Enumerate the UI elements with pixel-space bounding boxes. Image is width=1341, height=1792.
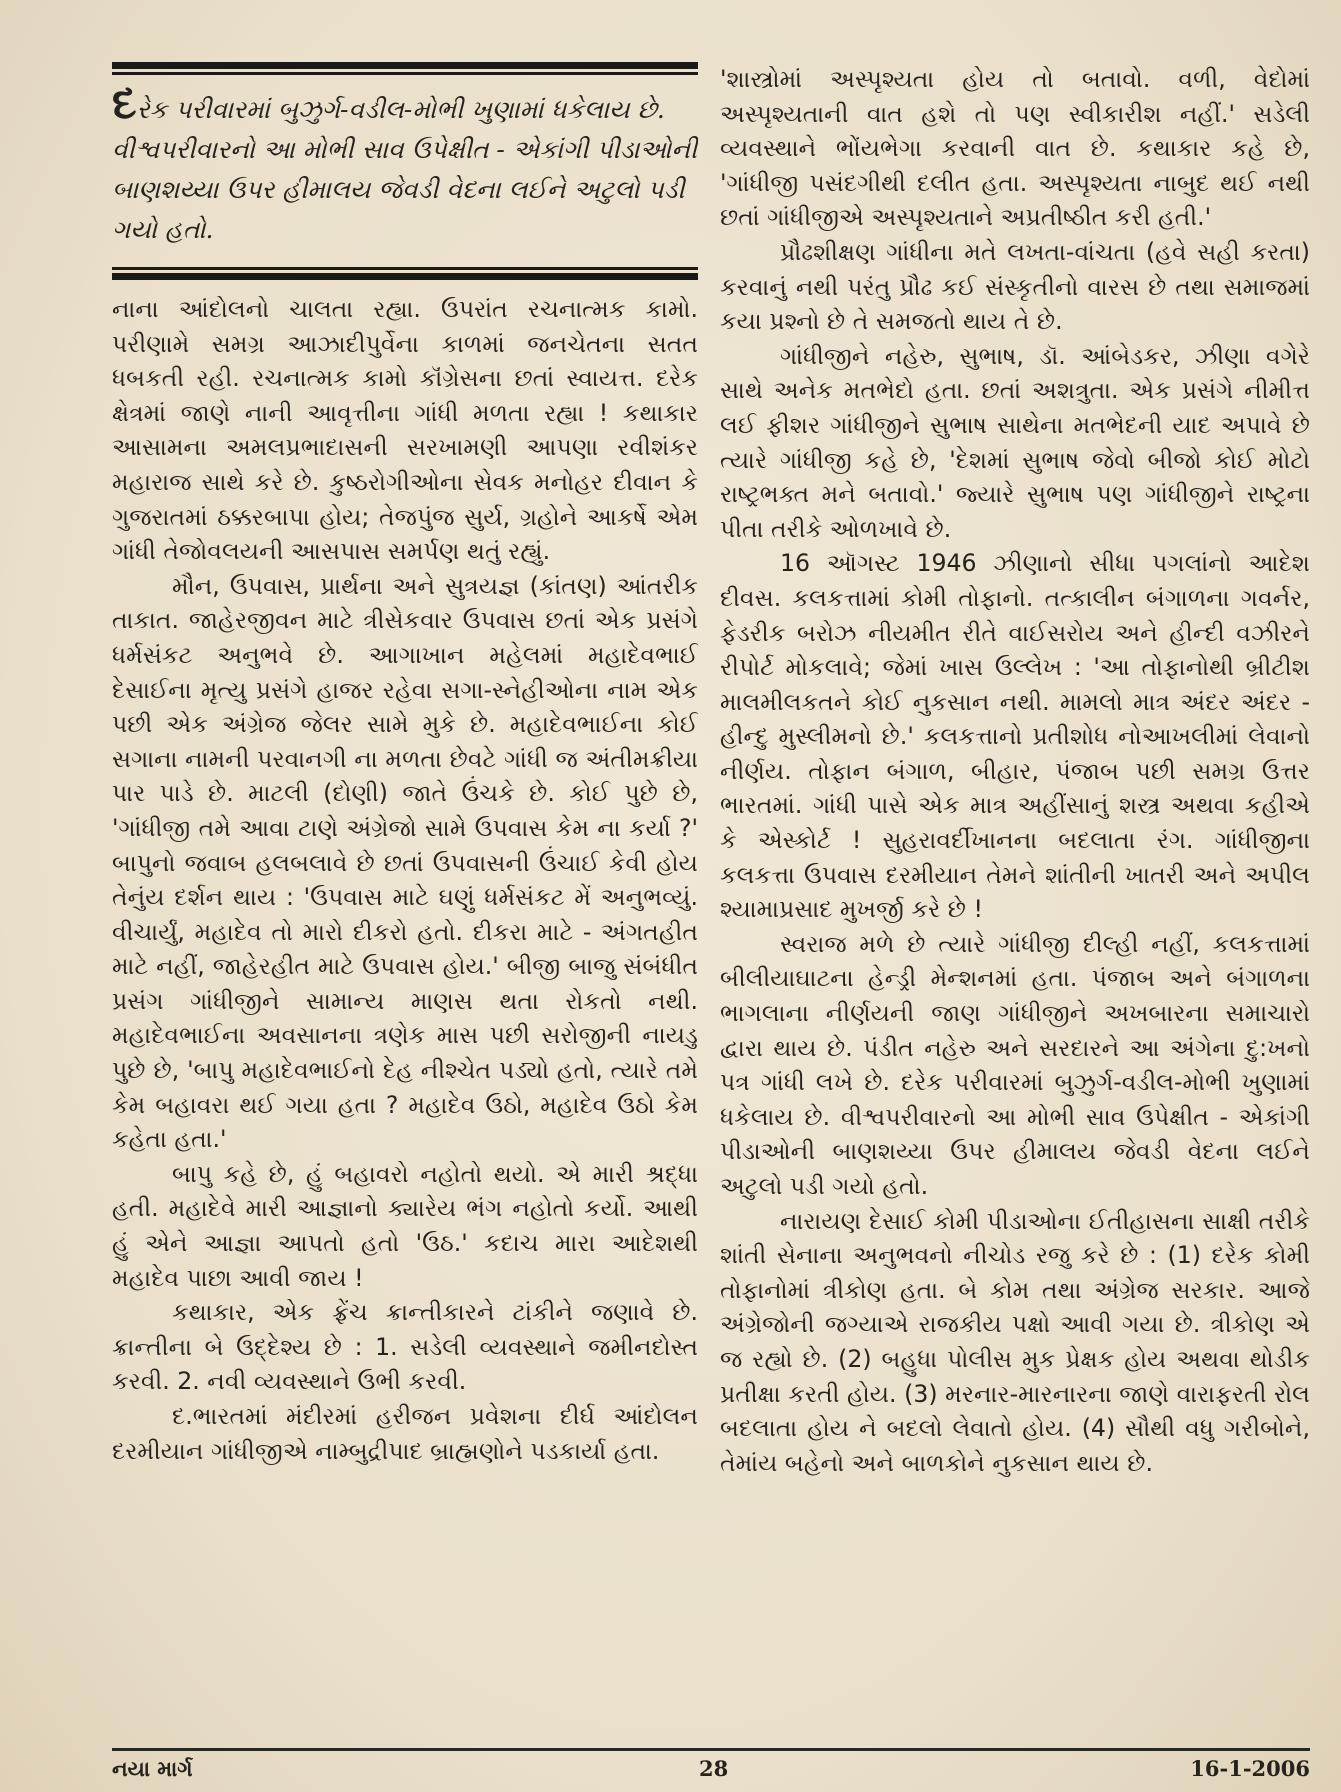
left-column (112, 62, 698, 1468)
footer-rule (112, 1748, 1310, 1751)
page-number: 28 (699, 1756, 729, 1781)
right-column (720, 62, 1310, 1480)
pullquote-bottom-rule-thin (112, 267, 698, 270)
paragraph: પ્રૌઢશીક્ષણ ગાંધીના મતે લખતા-વાંચતા (હવે સહી કરતા) કરવાનું નથી પરંતુ પ્રૌઢ કઈ સંસ્કૃતીનો વારસ છે તથા સમાજમાં કયા પ્રશ્નો છે તે સમજતો થાય તે છે. (720, 237, 1310, 336)
paragraph: સ્વરાજ મળે છે ત્યારે ગાંધીજી દીલ્હી નહીં, કલકત્તામાં બીલીયાઘાટના હેન્ડ્રી મેન્શનમાં હતા. પંજાબ અને બંગાળના ભાગલાના નીર્ણયની જાણ ગાંધીજીને અખબારના સમાચારો દ્વારા થાય છે. પંડીત નહેરુ અને સરદારને આ અંગેના દુ:ખનો પત્ર ગાંધી લખે છે. દરેક પરીવારમાં બુઝુર્ગ-વડીલ-મોભી ખુણામાં ધકેલાય છે. વીશ્વપરીવારનો આ મોભી સાવ ઉપેક્ષીત - એકાંગી પીડાઓની બાણશય્યા ઉપર હીમાલય જેવડી વેદના લઈને અટુલો પડી ગયો હતો. (720, 929, 1310, 1200)
paragraph: ગાંધીજીને નહેરુ, સુભાષ, ડૉ. આંબેડકર, ઝીણા વગેરે સાથે અનેક મતભેદો હતા. છતાં અશત્રુતા. એક પ્રસંગે નીમીત્ત લઈ ફીશર ગાંધીજીને સુભાષ સાથેના મતભેદની યાદ અપાવે છે ત્યારે ગાંધીજી કહે છે, 'દેશમાં સુભાષ જેવો બીજો કોઈ મોટો રાષ્ટ્રભક્ત મને બતાવો.' જ્યારે સુભાષ પણ ગાંધીજીને રાષ્ટ્રના પીતા તરીકે ઓળખાવે છે. (720, 341, 1310, 543)
pullquote (112, 75, 698, 264)
pullquote-bottom-rule (112, 273, 698, 280)
paragraph: નાના આંદોલનો ચાલતા રહ્યા. ઉપરાંત રચનાત્મક કામો. પરીણામે સમગ્ર આઝાદીપુર્વેના કાળમાં જનચેતના સતત ધબકતી રહી. રચનાત્મક કામો કૉંગ્રેસના છતાં સ્વાયત્ત. દરેક ક્ષેત્રમાં જાણે નાની આવૃત્તીના ગાંધી મળતા રહ્યા ! કથાકાર આસામના અમલપ્રભાદાસની સરખામણી આપણા રવીશંકર મહારાજ સાથે કરે છે. કુષ્ઠરોગીઓના સેવક મનોહર દીવાન કે ગુજરાતમાં ઠક્કરબાપા હોય; તેજપુંજ સુર્ય, ગ્રહોને આકર્ષે એમ ગાંધી તેજોવલયની આસપાસ સમર્પણ થતું રહ્યું. (112, 295, 698, 566)
paragraph: દ.ભારતમાં મંદીરમાં હરીજન પ્રવેશના દીર્ઘ આંદોલન દરમીયાન ગાંધીજીએ નામ્બુદ્રીપાદ બ્રાહ્મણોને પડકાર્યા હતા. (112, 1402, 698, 1465)
issue-date: 16-1-2006 (1190, 1756, 1310, 1781)
paragraph: બાપુ કહે છે, હું બહાવરો નહોતો થયો. એ મારી શ્રદ્ધા હતી. મહાદેવે મારી આજ્ઞાનો ક્યારેય ભંગ નહોતો કર્યો. આથી હું એને આજ્ઞા આપતો હતો 'ઉઠ.' કદાચ મારા આદેશથી મહાદેવ પાછા આવી જાય ! (112, 1159, 698, 1292)
paragraph: કથાકાર, એક ફ્રેંચ ક્રાન્તીકારને ટાંકીને જણાવે છે. ક્રાન્તીના બે ઉદ્દેશ્ય છે : 1. સડેલી વ્યવસ્થાને જમીનદોસ્ત કરવી. 2. નવી વ્યવસ્થાને ઉભી કરવી. (112, 1298, 698, 1396)
publication-name: નયા માર્ગ (112, 1756, 193, 1781)
pullquote-text: રેક પરીવારમાં બુઝુર્ગ-વડીલ-મોભી ખુણામાં ધકેલાય છે. વીશ્વપરીવારનો આ મોભી સાવ ઉપેક્ષીત - એકાંગી પીડાઓની બાણશય્યા ઉપર હીમાલય જેવડી વેદના લઈને અટુલો પડી ગયો હતો. (112, 95, 698, 244)
pullquote-top-rule (112, 62, 698, 69)
paragraph: 16 ઑગસ્ટ 1946 ઝીણાનો સીધા પગલાંનો આદેશ દીવસ. કલકત્તામાં કોમી તોફાનો. તત્કાલીન બંગાળના ગવર્નર, ફેડરીક બરોઝ નીયમીત રીતે વાઈસરોય અને હીન્દી વઝીરને રીપોર્ટ મોકલાવે; જેમાં ખાસ ઉલ્લેખ : 'આ તોફાનોથી બ્રીટીશ માલમીલકતને કોઈ નુકસાન નથી. મામલો માત્ર અંદર અંદર - હીન્દુ મુસ્લીમનો છે.' કલકત્તાનો પ્રતીશોધ નોઆખલીમાં લેવાનો નીર્ણય. તોફાન બંગાળ, બીહાર, પંજાબ પછી સમગ્ર ઉત્તર ભારતમાં. ગાંધી પાસે એક માત્ર અહીંસાનું શસ્ત્ર અથવા કહીએ કે એસ્કોર્ટ ! સુહરાવર્દીખાનના બદલાતા રંગ. ગાંધીજીના કલકત્તા ઉપવાસ દરમીયાન તેમને શાંતીની ખાતરી અને અપીલ શ્યામાપ્રસાદ મુખર્જી કરે છે ! (720, 549, 1310, 924)
paragraph: મૌન, ઉપવાસ, પ્રાર્થના અને સુત્રયજ્ઞ (કાંતણ) આંતરીક તાકાત. જાહેરજીવન માટે ત્રીસેકવાર ઉપવાસ છતાં એક પ્રસંગે ધર્મસંકટ અનુભવે છે. આગાખાન મહેલમાં મહાદેવભાઈ દેસાઈના મૃત્યુ પ્રસંગે હાજર રહેવા સગા-સ્નેહીઓના નામ એક પછી એક અંગ્રેજ જેલર સામે મુકે છે. મહાદેવભાઈના કોઈ સગાના નામની પરવાનગી ના મળતા છેવટે ગાંધી જ અંતીમક્રીયા પાર પાડે છે. માટલી (દોણી) જાતે ઉંચકે છે. કોઈ પુછે છે, 'ગાંધીજી તમે આવા ટાણે અંગ્રેજો સામે ઉપવાસ કેમ ના કર્યા ?' બાપુનો જવાબ હલબલાવે છે છતાં ઉપવાસની ઉંચાઈ કેવી હોય તેનુંય દર્શન થાય : 'ઉપવાસ માટે ઘણું ધર્મસંકટ મેં અનુભવ્યું. વીચાર્યું, મહાદેવ તો મારો દીકરો હતો. દીકરા માટે - અંગતહીત માટે નહીં, જાહેરહીત માટે ઉપવાસ હોય.' બીજી બાજુ સંબંધીત પ્રસંગ ગાંધીજીને સામાન્ય માણસ થતા રોકતો નથી. મહાદેવભાઈના અવસાનના ત્રણેક માસ પછી સરોજીની નાયડુ પુછે છે, 'બાપુ મહાદેવભાઈનો દેહ નીશ્ચેત પડ્યો હતો, ત્યારે તમે કેમ બહાવરા થઈ ગયા હતા ? મહાદેવ ઉઠો, મહાદેવ ઉઠો કેમ કહેતા હતા.' (112, 571, 698, 1154)
paragraph: નારાયણ દેસાઈ કોમી પીડાઓના ઈતીહાસના સાક્ષી તરીકે શાંતી સેનાના અનુભવનો નીચોડ રજુ કરે છે : (1) દરેક કોમી તોફાનોમાં ત્રીકોણ હતા. બે કોમ તથા અંગ્રેજ સરકાર. આજે અંગ્રેજોની જગ્યાએ રાજકીય પક્ષો આવી ગયા છે. ત્રીકોણ એ જ રહ્યો છે. (2) બહુધા પોલીસ મુક પ્રેક્ષક હોય અથવા થોડીક પ્રતીક્ષા કરતી હોય. (3) મરનાર-મારનારના જાણે વારાફરતી રોલ બદલાતા હોય ને બદલો લેવાતો હોય. (4) સૌથી વધુ ગરીબોને, તેમાંય બહેનો અને બાળકોને નુકસાન થાય છે. (720, 1206, 1310, 1477)
pullquote-dropcap: દ (112, 78, 137, 129)
page-footer (112, 1756, 1310, 1786)
paragraph: 'શાસ્ત્રોમાં અસ્પૃશ્યતા હોય તો બતાવો. વળી, વેદોમાં અસ્પૃશ્યતાની વાત હશે તો પણ સ્વીકારીશ નહીં.' સડેલી વ્યવસ્થાને ભોંયભેગા કરવાની વાત છે. કથાકાર કહે છે, 'ગાંધીજી પસંદગીથી દલીત હતા. અસ્પૃશ્યતા નાબુદ થઈ નથી છતાં ગાંધીજીએ અસ્પૃશ્યતાને અપ્રતીષ્ઠીત કરી હતી.' (720, 65, 1310, 232)
